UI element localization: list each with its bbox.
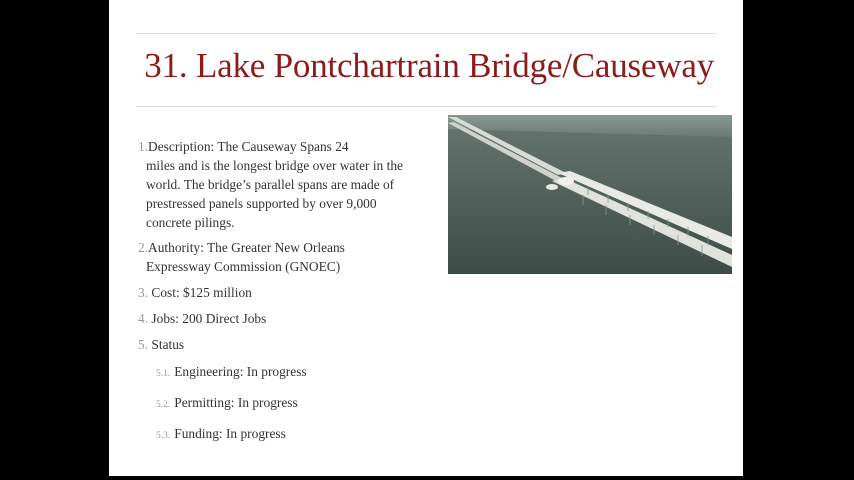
item-continuation: miles and is the longest bridge over water in the world. The bridge’s parallel spans are made of prestressed panels supported by over 9,000 concrete pilings. [146,158,403,230]
slide [109,0,743,476]
list-item [138,238,428,276]
subitem-text: Funding: In progress [174,426,286,441]
item-text: Cost: $125 million [151,285,252,300]
bridge-aerial-photo [448,115,732,274]
item-text: Authority: The Greater New Orleans [148,240,345,255]
list-item [138,283,428,302]
sub-list-item [138,424,428,446]
subitem-number: 5.1. [156,369,171,379]
sub-list-item [138,362,428,384]
item-text: Jobs: 200 Direct Jobs [151,311,267,326]
sub-list-item [138,393,428,415]
slide-title: 31. Lake Pontchartrain Bridge/Causeway [144,46,714,85]
item-text: Status [151,337,185,352]
list-item [138,335,428,354]
item-number: 2. [138,240,149,255]
item-number: 3. [138,285,149,300]
subitem-number: 5.2. [156,400,171,410]
subitem-text: Engineering: In progress [174,364,307,379]
item-number: 5. [138,337,149,352]
item-number: 4. [138,311,149,326]
bridge-photo-graphic [448,115,732,274]
subitem-text: Permitting: In progress [174,395,298,410]
item-number: 1. [138,139,149,154]
list-item [138,309,428,328]
title-divider [136,106,716,107]
subitem-number: 5.3. [156,431,171,441]
top-divider [136,33,716,34]
bullet-list [138,137,428,455]
list-item [138,137,428,232]
item-continuation: Expressway Commission (GNOEC) [146,259,341,274]
item-text: Description: The Causeway Spans 24 [148,139,349,154]
